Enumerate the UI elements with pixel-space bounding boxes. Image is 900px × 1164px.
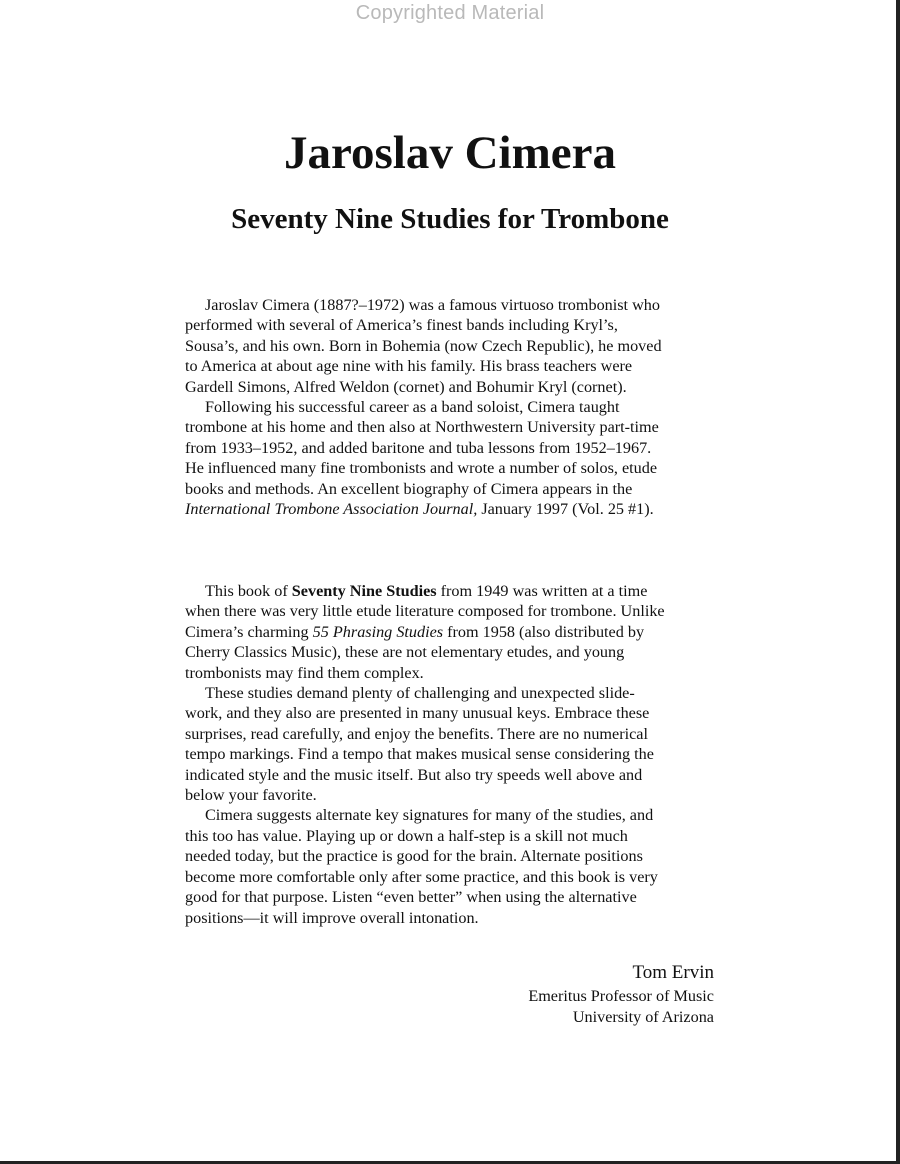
about-p2-line: work, and they also are presented in many unusual keys. Embrace these xyxy=(185,704,650,723)
bio-p1-line: Gardell Simons, Alfred Weldon (cornet) and Bohumir Kryl (cornet). xyxy=(185,377,627,396)
bio-p1-line: performed with several of America’s finest bands including Kryl’s, xyxy=(185,316,618,335)
bio-p2-line: Following his successful career as a band soloist, Cimera taught xyxy=(205,398,620,417)
about-p1-line: Cherry Classics Music), these are not elementary etudes, and young xyxy=(185,643,625,662)
bio-p1-line: Jaroslav Cimera (1887?–1972) was a famous virtuoso trombonist who xyxy=(205,296,660,314)
page-subtitle: Seventy Nine Studies for Trombone xyxy=(231,203,669,235)
journal-title: International Trombone Association Journal, xyxy=(185,500,478,519)
bio-p2-line: trombone at his home and then also at Northwestern University part-time xyxy=(185,418,659,437)
about-p1-line: when there was very little etude literature composed for trombone. Unlike xyxy=(185,602,665,621)
about-p2-line: surprises, read carefully, and enjoy the benefits. There are no numerical xyxy=(185,724,648,743)
about-p2-line: indicated style and the music itself. But also try speeds well above and xyxy=(185,765,643,784)
bio-p2-line xyxy=(185,499,725,519)
about-p2-line: below your favorite. xyxy=(185,786,317,805)
about-p3-line: this too has value. Playing up or down a half-step is a skill not much xyxy=(185,826,628,845)
signature-block xyxy=(528,960,714,1028)
biography-section xyxy=(185,295,725,519)
about-p1-line: trombonists may find them complex. xyxy=(185,663,424,682)
about-p3-line: Cimera suggests alternate key signatures for many of the studies, and xyxy=(205,806,654,825)
text-run: from 1958 (also distributed by xyxy=(443,622,645,641)
bio-p2-line: He influenced many fine trombonists and wrote a number of solos, etude xyxy=(185,459,658,478)
about-p3-line: become more comfortable only after some practice, and this book is very xyxy=(185,867,658,886)
bio-p2-line: from 1933–1952, and added baritone and tuba lessons from 1952–1967. xyxy=(185,438,652,457)
text-run: This book of xyxy=(205,582,292,600)
about-p1-line xyxy=(185,622,725,642)
author-institution: University of Arizona xyxy=(572,1008,714,1026)
about-p2-line: tempo markings. Find a tempo that makes musical sense considering the xyxy=(185,745,654,764)
copyright-watermark: Copyrighted Material xyxy=(355,2,545,24)
author-name: Tom Ervin xyxy=(632,962,714,983)
about-p3-line: positions—it will improve overall intonation. xyxy=(185,908,479,927)
about-p1-line xyxy=(185,581,725,601)
book-title-bold: Seventy Nine Studies xyxy=(291,582,437,600)
journal-date: January 1997 (Vol. 25 #1). xyxy=(477,500,654,519)
text-run: Cimera’s charming xyxy=(185,622,313,641)
text-run: from 1949 was written at a time xyxy=(436,582,648,600)
author-title: Emeritus Professor of Music xyxy=(528,987,714,1005)
about-p3-line: needed today, but the practice is good for the brain. Alternate positions xyxy=(185,847,643,866)
phrasing-studies-title: 55 Phrasing Studies xyxy=(312,622,444,641)
about-p3-line: good for that purpose. Listen “even better” when using the alternative xyxy=(185,888,637,907)
about-book-section xyxy=(185,581,725,928)
about-p2-line: These studies demand plenty of challenging and unexpected slide- xyxy=(205,684,635,703)
page-title: Jaroslav Cimera xyxy=(284,127,616,179)
bio-p1-line: Sousa’s, and his own. Born in Bohemia (now Czech Republic), he moved xyxy=(185,336,662,355)
bio-p1-line: to America at about age nine with his family. His brass teachers were xyxy=(185,357,633,376)
bio-p2-line: books and methods. An excellent biography of Cimera appears in the xyxy=(185,479,633,498)
